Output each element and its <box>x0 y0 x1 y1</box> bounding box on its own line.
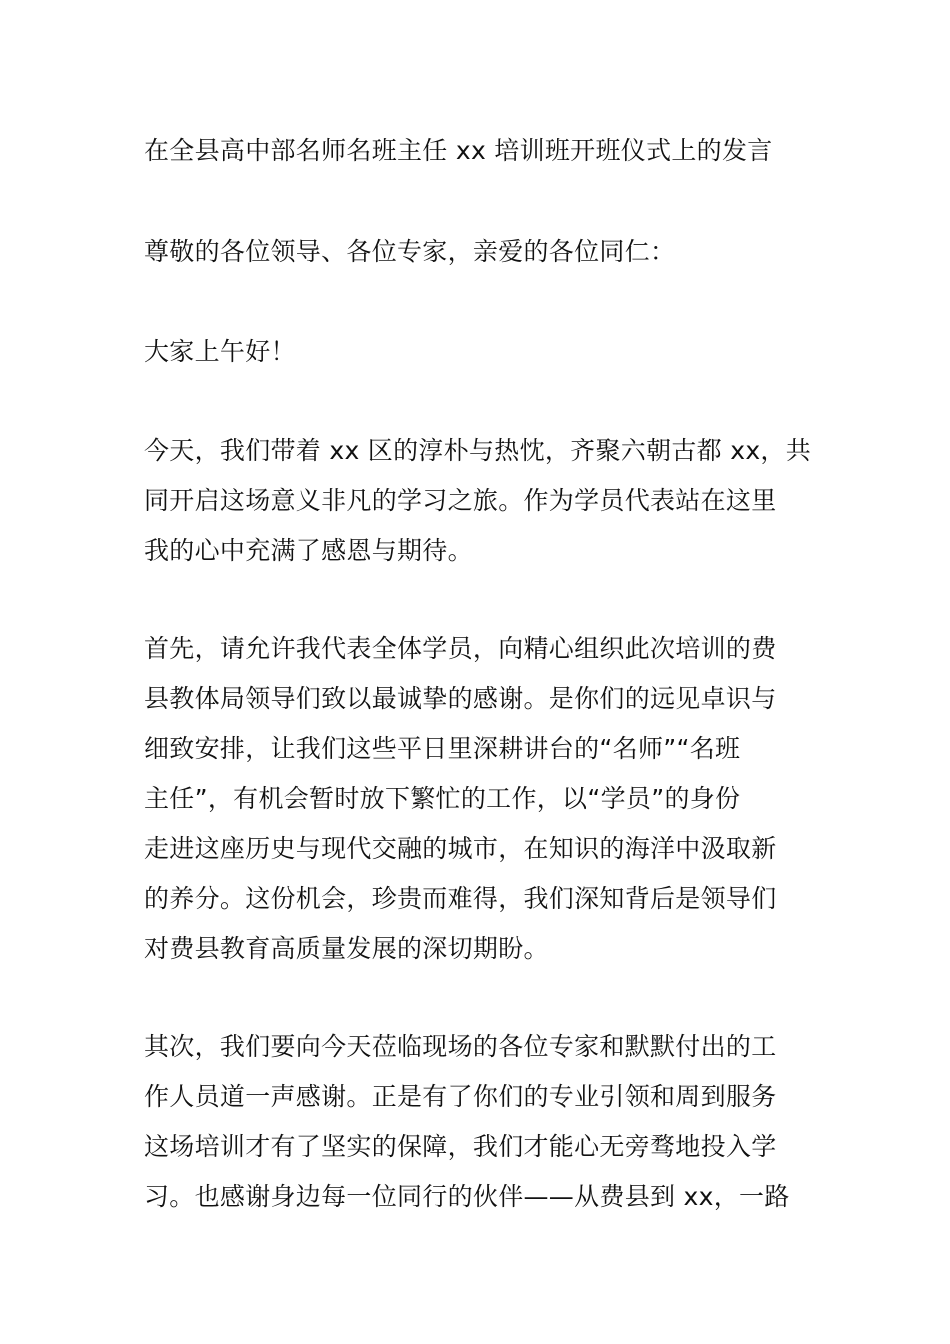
salutation <box>144 227 814 277</box>
paragraph-line: 今天，我们带着 xx 区的淳朴与热忱，齐聚六朝古都 xx，共 <box>144 436 812 465</box>
paragraph-line: 我的心中充满了感恩与期待。 <box>144 536 473 565</box>
paragraph-line: 习。也感谢身边每一位同行的伙伴——从费县到 xx，一路 <box>144 1182 790 1211</box>
paragraph-line: 对费县教育高质量发展的深切期盼。 <box>144 934 549 963</box>
paragraph-3 <box>144 1022 814 1222</box>
paragraph-line: 细致安排，让我们这些平日里深耕讲台的“名师”“名班 <box>144 734 741 763</box>
title-line: 在全县高中部名师名班主任 xx 培训班开班仪式上的发言 <box>144 136 773 165</box>
paragraph-1 <box>144 426 814 576</box>
greeting-line: 大家上午好！ <box>144 337 296 366</box>
paragraph-line: 首先，请允许我代表全体学员，向精心组织此次培训的费 <box>144 634 777 663</box>
paragraph-line: 作人员道一声感谢。正是有了你们的专业引领和周到服务 <box>144 1082 777 1111</box>
paragraph-line: 的养分。这份机会，珍贵而难得，我们深知背后是领导们 <box>144 884 777 913</box>
document-title <box>144 126 814 176</box>
paragraph-line: 走进这座历史与现代交融的城市，在知识的海洋中汲取新 <box>144 834 777 863</box>
paragraph-line: 这场培训才有了坚实的保障，我们才能心无旁骛地投入学 <box>144 1132 777 1161</box>
paragraph-line: 同开启这场意义非凡的学习之旅。作为学员代表站在这里 <box>144 486 777 515</box>
paragraph-line: 主任”，有机会暂时放下繁忙的工作，以“学员”的身份 <box>144 784 741 813</box>
greeting <box>144 327 814 377</box>
paragraph-line: 其次，我们要向今天莅临现场的各位专家和默默付出的工 <box>144 1032 777 1061</box>
salutation-line: 尊敬的各位领导、各位专家，亲爱的各位同仁： <box>144 237 676 266</box>
paragraph-2 <box>144 624 814 974</box>
paragraph-line: 县教体局领导们致以最诚挚的感谢。是你们的远见卓识与 <box>144 684 777 713</box>
